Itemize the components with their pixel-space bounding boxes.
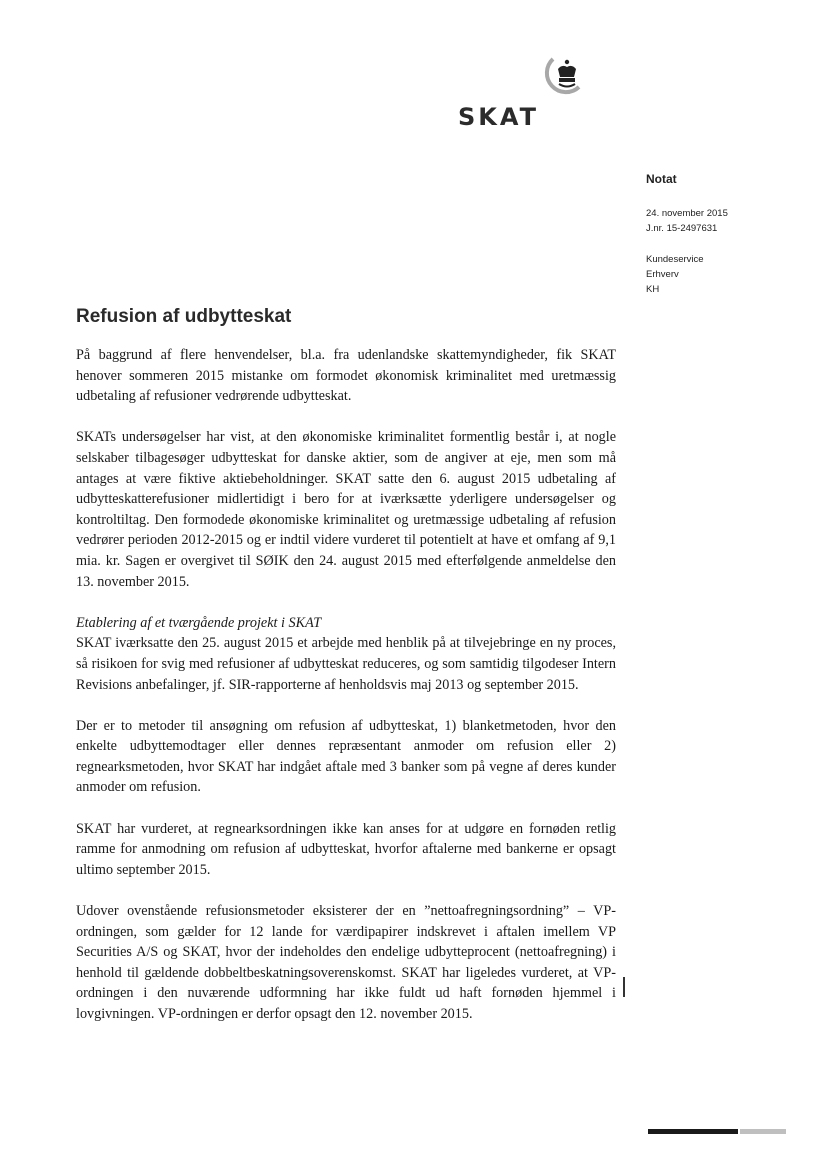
paragraph: SKAT har vurderet, at regnearksordningen ikke kan anses for at udgøre en fornøden retlig ramme for anmodning om refusion af udbytteskat, hvorfor aftalerne med bankerne er opsagt ultimo september 2015. xyxy=(76,820,616,878)
doc-type: Notat xyxy=(646,172,677,186)
department-line: Erhverv xyxy=(646,269,679,280)
paragraph: SKATs undersøgelser har vist, at den økonomiske kriminalitet formentlig består i, at nogle selskaber tilbagesøger udbytteskat for danske aktier, som de angiver at eje, men som må antages at være fiktive aktiebeholdninger. SKAT satte den 6. august 2015 udbetaling af udbytteskatterefusioner midlertidigt i bero for at iværksætte yderligere undersøgelser og kontroltiltag. Den formodede økonomiske kriminalitet og uretmæssige udbetaling af refusion vedrører perioden 2012-2015 og er indtil videre vurderet til potentielt at have et omfang af 9,1 mia. kr. Sagen er overgivet til SØIK den 24. august 2015 med efterfølgende anmeldelse den 13. november 2015. xyxy=(76,429,616,590)
footer-bar-dark xyxy=(648,1129,738,1134)
journal-number: J.nr. 15-2497631 xyxy=(646,223,718,234)
margin-mark xyxy=(623,977,625,997)
crown-icon xyxy=(541,53,587,99)
department-line: Kundeservice xyxy=(646,254,704,265)
paragraph: SKAT iværksatte den 25. august 2015 et arbejde med henblik på at tilvejebringe en ny proces, så risikoen for svig med refusioner af udbytteskat reduceres, og som samtidig tilgodeser Intern Revisions anbefalinger, jf. SIR-rapporterne af henholdsvis maj 2013 og september 2015. xyxy=(76,635,616,693)
department-line: KH xyxy=(646,284,660,295)
paragraph: Der er to metoder til ansøgning om refusion af udbytteskat, 1) blanketmetoden, hvor den enkelte udbyttemodtager eller dennes repræsentant anmoder om refusion eller 2) regnearksmetoden, hvor SKAT har indgået aftale med 3 banker som på vegne af deres kunder anmoder om refusion. xyxy=(76,717,616,796)
doc-reference xyxy=(646,206,728,236)
doc-date: 24. november 2015 xyxy=(646,208,728,219)
document-body xyxy=(76,345,616,1045)
section-heading: Etablering af et tværgående projekt i SKAT xyxy=(76,614,322,631)
brand-wordmark: SKAT xyxy=(458,103,539,131)
paragraph: Udover ovenstående refusionsmetoder eksisterer der en ”nettoafregningsordning” – VP-ordningen, som gælder for 12 lande for værdipapirer indskrevet i aftalen imellem VP Securities A/S og SKAT, hvor der indeholdes den endelige udbytteprocent (nettoafregning) i henhold til gældende dobbeltbeskatningsoverenskomst. SKAT har ligeledes vurderet, at VP-ordningen i den nuværende udformning har ikke fuldt ud haft fornøden hjemmel i lovgivningen. VP-ordningen er derfor opsagt den 12. november 2015. xyxy=(76,903,616,1022)
paragraph: På baggrund af flere henvendelser, bl.a. fra udenlandske skattemyndigheder, fik SKAT henover sommeren 2015 mistanke om formodet økonomisk kriminalitet med uretmæssig udbetaling af refusioner vedrørende udbytteskat. xyxy=(76,347,616,405)
department-info xyxy=(646,252,704,297)
page-title: Refusion af udbytteskat xyxy=(76,306,292,327)
footer-bar-light xyxy=(740,1129,786,1134)
